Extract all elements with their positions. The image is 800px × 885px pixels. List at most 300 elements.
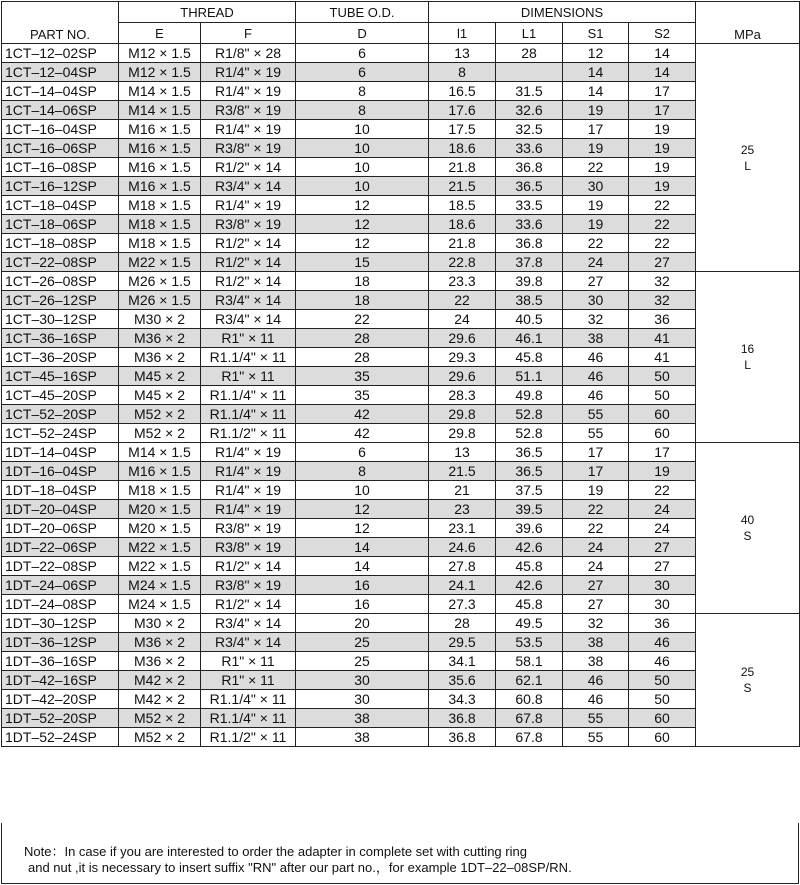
cell-l1-upper: 45.8 xyxy=(496,557,563,576)
cell-s1: 19 xyxy=(563,481,629,500)
mpa-header: MPa xyxy=(696,2,800,44)
cell-l1-upper: 49.8 xyxy=(496,386,563,405)
table-row xyxy=(2,348,800,367)
cell-s2: 22 xyxy=(629,234,696,253)
cell-part: 1CT–14–06SP xyxy=(2,101,119,120)
cell-e: M18 × 1.5 xyxy=(119,196,201,215)
cell-l1-upper: 36.8 xyxy=(496,234,563,253)
cell-d: 10 xyxy=(296,120,429,139)
cell-l1-upper: 62.1 xyxy=(496,671,563,690)
cell-e: M30 × 2 xyxy=(119,614,201,633)
cell-l1: 27.3 xyxy=(429,595,496,614)
cell-e: M18 × 1.5 xyxy=(119,481,201,500)
cell-e: M12 × 1.5 xyxy=(119,63,201,82)
cell-s1: 46 xyxy=(563,367,629,386)
cell-e: M20 × 1.5 xyxy=(119,519,201,538)
cell-e: M16 × 1.5 xyxy=(119,120,201,139)
note-line-1: Note：In case if you are interested to order the adapter in complete set with cutting ring xyxy=(24,844,527,859)
cell-s1: 22 xyxy=(563,234,629,253)
cell-d: 28 xyxy=(296,329,429,348)
cell-part: 1DT–22–08SP xyxy=(2,557,119,576)
cell-s2: 17 xyxy=(629,443,696,462)
cell-f: R1/2" × 14 xyxy=(201,557,296,576)
cell-d: 25 xyxy=(296,652,429,671)
cell-part: 1CT–36–20SP xyxy=(2,348,119,367)
cell-s2: 50 xyxy=(629,367,696,386)
cell-f: R1.1/4" × 11 xyxy=(201,709,296,728)
table-row xyxy=(2,82,800,101)
cell-e: M24 × 1.5 xyxy=(119,576,201,595)
cell-l1: 29.6 xyxy=(429,329,496,348)
cell-l1: 34.3 xyxy=(429,690,496,709)
cell-s2: 22 xyxy=(629,481,696,500)
cell-f: R1/8" × 28 xyxy=(201,44,296,63)
cell-l1-upper: 42.6 xyxy=(496,538,563,557)
series-letter: L xyxy=(744,358,751,372)
cell-l1-upper: 60.8 xyxy=(496,690,563,709)
cell-l1-upper: 28 xyxy=(496,44,563,63)
cell-e: M52 × 2 xyxy=(119,424,201,443)
cell-s2: 32 xyxy=(629,291,696,310)
cell-d: 42 xyxy=(296,424,429,443)
cell-f: R1/2" × 14 xyxy=(201,253,296,272)
cell-l1: 35.6 xyxy=(429,671,496,690)
table-row xyxy=(2,120,800,139)
cell-l1: 28.3 xyxy=(429,386,496,405)
table-row xyxy=(2,63,800,82)
cell-s2: 41 xyxy=(629,329,696,348)
cell-s1: 46 xyxy=(563,386,629,405)
cell-l1-upper: 32.5 xyxy=(496,120,563,139)
cell-e: M42 × 2 xyxy=(119,690,201,709)
cell-part: 1CT–12–04SP xyxy=(2,63,119,82)
cell-e: M36 × 2 xyxy=(119,348,201,367)
cell-f: R3/4" × 14 xyxy=(201,614,296,633)
cell-l1: 29.8 xyxy=(429,424,496,443)
cell-f: R1.1/4" × 11 xyxy=(201,405,296,424)
cell-d: 10 xyxy=(296,158,429,177)
cell-s1: 12 xyxy=(563,44,629,63)
table-row xyxy=(2,652,800,671)
pressure-value: 25 xyxy=(740,142,755,157)
table-row xyxy=(2,44,800,63)
cell-e: M18 × 1.5 xyxy=(119,215,201,234)
cell-e: M36 × 2 xyxy=(119,329,201,348)
cell-s2: 19 xyxy=(629,177,696,196)
cell-e: M20 × 1.5 xyxy=(119,500,201,519)
cell-part: 1CT–26–12SP xyxy=(2,291,119,310)
cell-l1-upper: 39.8 xyxy=(496,272,563,291)
cell-l1-upper: 46.1 xyxy=(496,329,563,348)
table-row xyxy=(2,101,800,120)
cell-e: M16 × 1.5 xyxy=(119,177,201,196)
cell-s2: 50 xyxy=(629,386,696,405)
cell-d: 35 xyxy=(296,367,429,386)
cell-e: M26 × 1.5 xyxy=(119,291,201,310)
table-row xyxy=(2,519,800,538)
cell-part: 1DT–18–04SP xyxy=(2,481,119,500)
cell-d: 16 xyxy=(296,576,429,595)
table-row xyxy=(2,405,800,424)
cell-l1: 13 xyxy=(429,44,496,63)
cell-f: R3/8" × 19 xyxy=(201,101,296,120)
cell-d: 35 xyxy=(296,386,429,405)
table-row xyxy=(2,481,800,500)
cell-s2: 27 xyxy=(629,253,696,272)
cell-s1: 55 xyxy=(563,424,629,443)
cell-d: 38 xyxy=(296,728,429,747)
cell-e: M42 × 2 xyxy=(119,671,201,690)
cell-l1-upper: 37.5 xyxy=(496,481,563,500)
cell-l1: 23.3 xyxy=(429,272,496,291)
cell-d: 18 xyxy=(296,291,429,310)
cell-l1: 23 xyxy=(429,500,496,519)
cell-s1: 27 xyxy=(563,576,629,595)
cell-d: 8 xyxy=(296,82,429,101)
cell-s1: 22 xyxy=(563,519,629,538)
cell-f: R1/2" × 14 xyxy=(201,595,296,614)
cell-d: 25 xyxy=(296,633,429,652)
cell-e: M52 × 2 xyxy=(119,405,201,424)
cell-d: 8 xyxy=(296,101,429,120)
cell-part: 1DT–36–12SP xyxy=(2,633,119,652)
cell-l1: 24.6 xyxy=(429,538,496,557)
cell-s2: 24 xyxy=(629,519,696,538)
table-row xyxy=(2,310,800,329)
cell-part: 1DT–20–06SP xyxy=(2,519,119,538)
cell-f: R1/4" × 19 xyxy=(201,120,296,139)
cell-l1-upper: 33.6 xyxy=(496,139,563,158)
cell-e: M16 × 1.5 xyxy=(119,462,201,481)
cell-l1: 21.5 xyxy=(429,177,496,196)
series-letter: S xyxy=(743,681,752,695)
cell-part: 1CT–18–08SP xyxy=(2,234,119,253)
cell-f: R3/8" × 19 xyxy=(201,519,296,538)
cell-l1-upper: 36.5 xyxy=(496,443,563,462)
series-letter: S xyxy=(743,529,752,543)
cell-f: R1" × 11 xyxy=(201,367,296,386)
cell-e: M22 × 1.5 xyxy=(119,557,201,576)
cell-l1: 29.5 xyxy=(429,633,496,652)
cell-f: R1/4" × 19 xyxy=(201,481,296,500)
cell-s1: 17 xyxy=(563,120,629,139)
cell-l1-upper xyxy=(496,63,563,82)
cell-s2: 60 xyxy=(629,709,696,728)
cell-part: 1CT–45–16SP xyxy=(2,367,119,386)
cell-e: M16 × 1.5 xyxy=(119,158,201,177)
table-row xyxy=(2,595,800,614)
cell-l1: 21.5 xyxy=(429,462,496,481)
table-row xyxy=(2,538,800,557)
cell-f: R1.1/4" × 11 xyxy=(201,690,296,709)
cell-s1: 24 xyxy=(563,253,629,272)
cell-f: R3/8" × 19 xyxy=(201,215,296,234)
cell-d: 30 xyxy=(296,671,429,690)
cell-l1: 24.1 xyxy=(429,576,496,595)
cell-l1-upper: 53.5 xyxy=(496,633,563,652)
cell-s2: 46 xyxy=(629,652,696,671)
cell-l1-upper: 37.8 xyxy=(496,253,563,272)
cell-l1: 24 xyxy=(429,310,496,329)
cell-l1: 29.8 xyxy=(429,405,496,424)
cell-l1: 21.8 xyxy=(429,158,496,177)
cell-part: 1CT–52–24SP xyxy=(2,424,119,443)
cell-l1: 36.8 xyxy=(429,728,496,747)
cell-d: 42 xyxy=(296,405,429,424)
cell-l1: 18.6 xyxy=(429,139,496,158)
cell-d: 16 xyxy=(296,595,429,614)
cell-f: R1" × 11 xyxy=(201,329,296,348)
series-letter: L xyxy=(744,158,751,173)
cell-s2: 60 xyxy=(629,424,696,443)
cell-f: R1/2" × 14 xyxy=(201,158,296,177)
cell-f: R3/4" × 14 xyxy=(201,291,296,310)
cell-part: 1CT–45–20SP xyxy=(2,386,119,405)
cell-d: 12 xyxy=(296,519,429,538)
cell-e: M18 × 1.5 xyxy=(119,234,201,253)
cell-s2: 50 xyxy=(629,690,696,709)
cell-l1: 8 xyxy=(429,63,496,82)
cell-d: 12 xyxy=(296,215,429,234)
cell-l1: 34.1 xyxy=(429,652,496,671)
dimensions-header: DIMENSIONS xyxy=(429,2,696,23)
cell-d: 12 xyxy=(296,500,429,519)
cell-l1: 18.6 xyxy=(429,215,496,234)
cell-l1: 27.8 xyxy=(429,557,496,576)
cell-d: 6 xyxy=(296,63,429,82)
cell-l1-upper: 52.8 xyxy=(496,405,563,424)
d-header: D xyxy=(296,23,429,44)
cell-f: R1" × 11 xyxy=(201,652,296,671)
cell-e: M52 × 2 xyxy=(119,709,201,728)
cell-s1: 27 xyxy=(563,595,629,614)
cell-part: 1DT–14–04SP xyxy=(2,443,119,462)
cell-d: 20 xyxy=(296,614,429,633)
cell-s1: 55 xyxy=(563,405,629,424)
table-row xyxy=(2,500,800,519)
table-row xyxy=(2,215,800,234)
cell-f: R3/8" × 19 xyxy=(201,538,296,557)
cell-d: 6 xyxy=(296,443,429,462)
part-no-header: PART NO. xyxy=(2,2,119,44)
table-row xyxy=(2,272,800,291)
cell-s1: 22 xyxy=(563,158,629,177)
cell-l1: 29.3 xyxy=(429,348,496,367)
e-header: E xyxy=(119,23,201,44)
cell-l1: 13 xyxy=(429,443,496,462)
cell-s1: 17 xyxy=(563,443,629,462)
cell-s2: 14 xyxy=(629,44,696,63)
cell-l1: 23.1 xyxy=(429,519,496,538)
s1-header: S1 xyxy=(563,23,629,44)
order-note xyxy=(1,823,799,884)
header-row-2 xyxy=(2,23,800,44)
cell-d: 10 xyxy=(296,481,429,500)
cell-part: 1CT–22–08SP xyxy=(2,253,119,272)
cell-s2: 19 xyxy=(629,158,696,177)
cell-l1-upper: 49.5 xyxy=(496,614,563,633)
pressure-cell xyxy=(696,443,800,614)
table-row xyxy=(2,196,800,215)
cell-e: M52 × 2 xyxy=(119,728,201,747)
cell-d: 10 xyxy=(296,177,429,196)
table-row xyxy=(2,424,800,443)
cell-s1: 30 xyxy=(563,291,629,310)
cell-f: R1" × 11 xyxy=(201,671,296,690)
cell-l1-upper: 39.6 xyxy=(496,519,563,538)
cell-l1-upper: 36.8 xyxy=(496,158,563,177)
table-row xyxy=(2,253,800,272)
cell-part: 1CT–16–04SP xyxy=(2,120,119,139)
table-row xyxy=(2,462,800,481)
cell-s2: 27 xyxy=(629,557,696,576)
cell-e: M24 × 1.5 xyxy=(119,595,201,614)
cell-part: 1DT–22–06SP xyxy=(2,538,119,557)
l1-header: l1 xyxy=(429,23,496,44)
cell-f: R1/4" × 19 xyxy=(201,63,296,82)
table-row xyxy=(2,614,800,633)
cell-l1-upper: 45.8 xyxy=(496,595,563,614)
table-row xyxy=(2,576,800,595)
table-row xyxy=(2,329,800,348)
cell-s1: 32 xyxy=(563,310,629,329)
note-line-2: and nut ,it is necessary to insert suffix "RN" after our part no.，for example 1DT–22–08SP/RN. xyxy=(28,860,572,875)
cell-s1: 22 xyxy=(563,500,629,519)
table-row xyxy=(2,443,800,462)
cell-l1: 28 xyxy=(429,614,496,633)
cell-l1-upper: 39.5 xyxy=(496,500,563,519)
cell-part: 1CT–36–16SP xyxy=(2,329,119,348)
adapter-spec-table xyxy=(1,1,800,747)
cell-s2: 17 xyxy=(629,101,696,120)
cell-f: R1/4" × 19 xyxy=(201,443,296,462)
cell-s1: 55 xyxy=(563,709,629,728)
cell-s2: 19 xyxy=(629,139,696,158)
cell-s1: 46 xyxy=(563,348,629,367)
cell-l1-upper: 32.6 xyxy=(496,101,563,120)
cell-s1: 27 xyxy=(563,272,629,291)
cell-f: R1/2" × 14 xyxy=(201,272,296,291)
cell-part: 1DT–20–04SP xyxy=(2,500,119,519)
cell-l1-upper: 52.8 xyxy=(496,424,563,443)
cell-part: 1CT–14–04SP xyxy=(2,82,119,101)
table-row xyxy=(2,728,800,747)
cell-d: 38 xyxy=(296,709,429,728)
cell-l1: 17.5 xyxy=(429,120,496,139)
cell-d: 14 xyxy=(296,538,429,557)
cell-d: 8 xyxy=(296,462,429,481)
cell-d: 12 xyxy=(296,196,429,215)
cell-l1-upper: 33.6 xyxy=(496,215,563,234)
table-row xyxy=(2,367,800,386)
cell-e: M26 × 1.5 xyxy=(119,272,201,291)
cell-l1-upper: 38.5 xyxy=(496,291,563,310)
s2-header: S2 xyxy=(629,23,696,44)
table-row xyxy=(2,690,800,709)
cell-f: R1/4" × 19 xyxy=(201,462,296,481)
cell-part: 1CT–18–04SP xyxy=(2,196,119,215)
cell-s2: 46 xyxy=(629,633,696,652)
cell-e: M14 × 1.5 xyxy=(119,82,201,101)
cell-f: R1.1/4" × 11 xyxy=(201,348,296,367)
cell-part: 1DT–42–16SP xyxy=(2,671,119,690)
cell-s1: 14 xyxy=(563,82,629,101)
cell-part: 1DT–36–16SP xyxy=(2,652,119,671)
cell-l1: 22.8 xyxy=(429,253,496,272)
cell-s1: 24 xyxy=(563,538,629,557)
cell-l1-upper: 33.5 xyxy=(496,196,563,215)
cell-s1: 17 xyxy=(563,462,629,481)
cell-f: R3/8" × 19 xyxy=(201,576,296,595)
cell-part: 1DT–24–08SP xyxy=(2,595,119,614)
cell-d: 14 xyxy=(296,557,429,576)
cell-part: 1DT–16–04SP xyxy=(2,462,119,481)
cell-s2: 19 xyxy=(629,120,696,139)
f-header: F xyxy=(201,23,296,44)
cell-s2: 36 xyxy=(629,614,696,633)
cell-e: M16 × 1.5 xyxy=(119,139,201,158)
cell-d: 15 xyxy=(296,253,429,272)
pressure-cell xyxy=(696,44,800,272)
cell-l1: 17.6 xyxy=(429,101,496,120)
cell-l1: 29.6 xyxy=(429,367,496,386)
table-row xyxy=(2,291,800,310)
cell-d: 18 xyxy=(296,272,429,291)
cell-part: 1DT–52–24SP xyxy=(2,728,119,747)
cell-l1: 22 xyxy=(429,291,496,310)
cell-part: 1DT–30–12SP xyxy=(2,614,119,633)
table-row xyxy=(2,386,800,405)
cell-d: 12 xyxy=(296,234,429,253)
cell-s2: 27 xyxy=(629,538,696,557)
cell-s1: 19 xyxy=(563,215,629,234)
cell-s2: 30 xyxy=(629,595,696,614)
cell-s1: 32 xyxy=(563,614,629,633)
table-row xyxy=(2,158,800,177)
cell-l1-upper: 67.8 xyxy=(496,728,563,747)
cell-f: R1/4" × 19 xyxy=(201,196,296,215)
cell-s2: 14 xyxy=(629,63,696,82)
cell-s1: 38 xyxy=(563,633,629,652)
pressure-cell xyxy=(696,614,800,747)
cell-part: 1CT–16–08SP xyxy=(2,158,119,177)
cell-s1: 19 xyxy=(563,101,629,120)
cell-f: R3/8" × 19 xyxy=(201,139,296,158)
L1-header: L1 xyxy=(496,23,563,44)
cell-l1-upper: 31.5 xyxy=(496,82,563,101)
cell-s2: 32 xyxy=(629,272,696,291)
cell-part: 1DT–24–06SP xyxy=(2,576,119,595)
cell-s2: 19 xyxy=(629,462,696,481)
cell-d: 22 xyxy=(296,310,429,329)
cell-l1-upper: 42.6 xyxy=(496,576,563,595)
table-row xyxy=(2,234,800,253)
cell-l1-upper: 58.1 xyxy=(496,652,563,671)
tube-od-header: TUBE O.D. xyxy=(296,2,429,23)
cell-l1: 16.5 xyxy=(429,82,496,101)
table-row xyxy=(2,177,800,196)
cell-s2: 60 xyxy=(629,728,696,747)
cell-e: M22 × 1.5 xyxy=(119,538,201,557)
pressure-value: 25 xyxy=(740,665,755,679)
cell-e: M36 × 2 xyxy=(119,633,201,652)
cell-part: 1CT–16–12SP xyxy=(2,177,119,196)
cell-f: R3/4" × 14 xyxy=(201,310,296,329)
cell-f: R1/4" × 19 xyxy=(201,82,296,101)
cell-l1-upper: 51.1 xyxy=(496,367,563,386)
cell-d: 6 xyxy=(296,44,429,63)
cell-s1: 55 xyxy=(563,728,629,747)
